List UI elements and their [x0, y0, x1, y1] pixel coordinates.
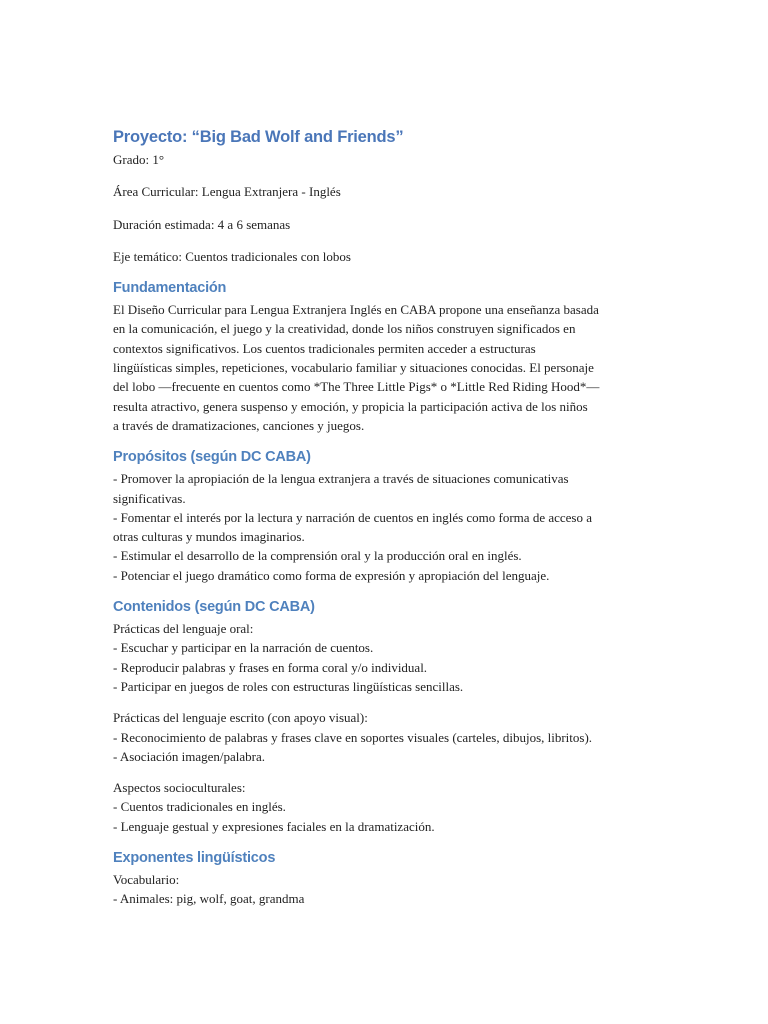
fundamentacion-line: en la comunicación, el juego y la creatividad, donde los niños construyen significados en	[113, 321, 576, 337]
contenidos-line: - Lenguaje gestual y expresiones faciales en la dramatización.	[113, 818, 435, 834]
exponentes-body	[113, 870, 673, 909]
contenidos-escrito-block	[113, 708, 673, 766]
propositos-line: - Estimular el desarrollo de la comprensión oral y la producción oral en inglés.	[113, 548, 522, 564]
contenidos-line: - Reconocimiento de palabras y frases clave en soportes visuales (carteles, dibujos, libritos).	[113, 729, 593, 745]
contenidos-line: - Participar en juegos de roles con estructuras lingüísticas sencillas.	[113, 678, 464, 694]
fundamentacion-line: resulta atractivo, genera suspenso y emoción, y propicia la participación activa de los niños	[113, 398, 588, 414]
propositos-heading: Propósitos (según DC CABA)	[113, 449, 311, 466]
propositos-line: - Fomentar el interés por la lectura y narración de cuentos en inglés como forma de acceso a	[113, 509, 592, 525]
grado-line: Grado: 1°	[113, 152, 165, 167]
contenidos-oral-block	[113, 619, 673, 696]
document-page	[113, 122, 673, 921]
contenidos-heading: Contenidos (según DC CABA)	[113, 599, 315, 616]
fundamentacion-line: El Diseño Curricular para Lengua Extranjera Inglés en CABA propone una enseñanza basada	[113, 302, 599, 318]
propositos-line: - Promover la apropiación de la lengua extranjera a través de situaciones comunicativas	[113, 471, 569, 487]
exponentes-line: Vocabulario:	[113, 872, 180, 888]
fundamentacion-body	[113, 300, 673, 435]
contenidos-line: - Cuentos tradicionales en inglés.	[113, 799, 286, 815]
contenidos-line: Aspectos socioculturales:	[113, 780, 246, 796]
propositos-line: otras culturas y mundos imaginarios.	[113, 529, 305, 545]
duracion-line: Duración estimada: 4 a 6 semanas	[113, 216, 291, 232]
fundamentacion-line: contextos significativos. Los cuentos tradicionales permiten acceder a estructuras	[113, 340, 536, 356]
propositos-body	[113, 469, 673, 585]
fundamentacion-line: lingüísticas simples, repeticiones, vocabulario familiar y situaciones conocidas. El personaje	[113, 360, 594, 376]
contenidos-socioculturales-block	[113, 778, 673, 836]
area-line: Área Curricular: Lengua Extranjera - Inglés	[113, 184, 341, 200]
fundamentacion-heading: Fundamentación	[113, 280, 227, 297]
propositos-line: - Potenciar el juego dramático como forma de expresión y apropiación del lenguaje.	[113, 567, 550, 583]
project-title: Proyecto: “Big Bad Wolf and Friends”	[113, 128, 404, 146]
contenidos-line: - Asociación imagen/palabra.	[113, 748, 265, 764]
contenidos-line: - Reproducir palabras y frases en forma coral y/o individual.	[113, 659, 428, 675]
propositos-line: significativas.	[113, 490, 186, 506]
exponentes-line: - Animales: pig, wolf, goat, grandma	[113, 891, 305, 907]
fundamentacion-line: del lobo —frecuente en cuentos como *The Three Little Pigs* o *Little Red Riding Hood*—	[113, 379, 600, 395]
contenidos-line: Prácticas del lenguaje oral:	[113, 621, 254, 637]
fundamentacion-line: a través de dramatizaciones, canciones y juegos.	[113, 417, 365, 433]
contenidos-line: - Escuchar y participar en la narración de cuentos.	[113, 640, 374, 656]
eje-line: Eje temático: Cuentos tradicionales con lobos	[113, 248, 351, 264]
contenidos-line: Prácticas del lenguaje escrito (con apoyo visual):	[113, 710, 368, 726]
exponentes-heading: Exponentes lingüísticos	[113, 850, 276, 867]
